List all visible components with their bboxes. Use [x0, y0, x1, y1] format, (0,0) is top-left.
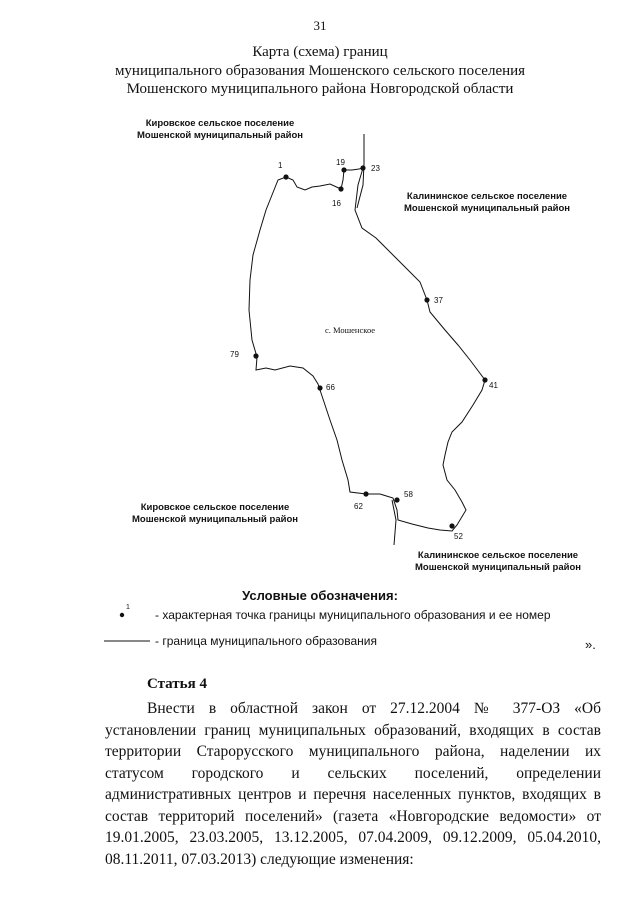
neighbor-name: Кировское сельское поселение: [145, 118, 295, 129]
legend-title: Условные обозначения:: [242, 588, 398, 603]
article-heading: Статья 4: [147, 676, 207, 692]
boundary-point-52: [449, 523, 454, 528]
neighbor-label-bottom-left: [115, 502, 315, 526]
neighbor-name: Калининское сельское поселение: [406, 191, 568, 202]
map-title-line-3: Мошенского муниципального района Новгородской области: [126, 81, 514, 97]
neighbor-label-top-right: [387, 191, 587, 215]
boundary-point-66: [317, 385, 322, 390]
boundary-point-58: [394, 497, 399, 502]
point-label-62: 62: [354, 502, 363, 511]
boundary-point-41: [482, 377, 487, 382]
neighbor-district: Мошенской муниципальный район: [404, 203, 570, 214]
point-label-23: 23: [371, 164, 380, 173]
boundary-point-79: [253, 353, 258, 358]
point-label-52: 52: [454, 532, 463, 541]
point-label-19: 19: [336, 158, 345, 167]
closing-quote: ».: [585, 637, 596, 652]
neighbor-name: Калининское сельское поселение: [417, 550, 579, 561]
point-label-66: 66: [326, 383, 335, 392]
neighbor-district: Мошенской муниципальный район: [415, 562, 581, 573]
point-label-37: 37: [434, 296, 443, 305]
point-label-41: 41: [489, 381, 498, 390]
neighbor-district: Мошенской муниципальный район: [137, 130, 303, 141]
point-label-58: 58: [404, 490, 413, 499]
boundary-point-1: [283, 174, 288, 179]
map-title-line-2: муниципального образования Мошенского сельского поселения: [114, 63, 526, 79]
boundary-point-16: [338, 186, 343, 191]
point-label-16: 16: [332, 199, 341, 208]
legend-line-text: - граница муниципального образования: [155, 634, 377, 648]
boundary-point-19: [341, 167, 346, 172]
legend-marker-number: 1: [126, 604, 130, 611]
neighbor-label-top-left: [120, 118, 320, 142]
external-line-north: [357, 134, 364, 208]
neighbor-label-bottom-right: [398, 550, 598, 574]
page-number: 31: [313, 18, 327, 33]
legend-point-text: - характерная точка границы муниципального образования и ее номер: [155, 608, 551, 622]
article-body: Внести в областной закон от 27.12.2004 № 377-ОЗ «Об установлении границ муниципальных образований, входящих в состав территории Старорусского муниципального района, наделении их статусом городского и сельских поселений, определении административных центров и перечня населенных пунктов, входящих в состав территорий поселений» (газета «Новгородские ведомости» от 19.01.2005, 23.03.2005, 13.12.2005, 07.04.2009, 09.12.2009, 05.04.2010, 08.11.2011, 07.03.2013) следующие изменения:: [105, 700, 601, 868]
point-label-79: 79: [230, 350, 239, 359]
map-title-line-1: Карта (схема) границ: [252, 44, 388, 60]
neighbor-name: Кировское сельское поселение: [140, 502, 290, 513]
neighbor-district: Мошенской муниципальный район: [132, 514, 298, 525]
boundary-point-62: [363, 491, 368, 496]
boundary-point-37: [424, 297, 429, 302]
boundary-point-23: [360, 165, 365, 170]
point-label-1: 1: [278, 161, 283, 170]
settlement-label: с. Мошенское: [325, 325, 376, 335]
municipal-boundary: [249, 168, 485, 531]
legend-point-marker: [120, 613, 124, 617]
